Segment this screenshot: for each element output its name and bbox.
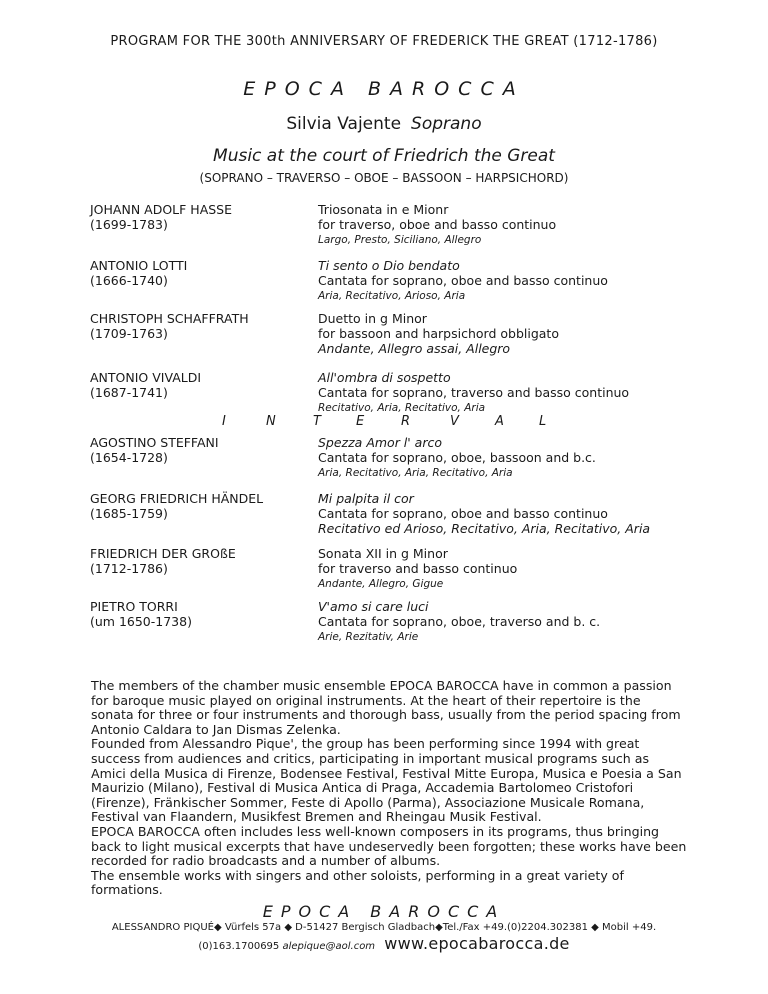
work-movements: Andante, Allegro assai, Allegro: [318, 341, 511, 356]
composer-dates: (1685-1759): [90, 506, 168, 521]
footer-contact-line2: [0, 934, 768, 953]
composer-name: ANTONIO VIVALDI: [90, 370, 202, 385]
composer-dates: (1687-1741): [90, 385, 168, 400]
work-scoring: for bassoon and harpsichord obbligato: [318, 326, 559, 341]
bio-paragraph: The ensemble works with singers and other soloists, performing in a great variety of formations.: [91, 867, 624, 898]
work-title: Duetto in g Minor: [318, 311, 427, 326]
work: [318, 370, 718, 415]
work-movements: Andante, Allegro, Gigue: [318, 578, 444, 590]
composer-name: PIETRO TORRI: [90, 599, 178, 614]
work-movements: Aria, Recitativo, Arioso, Aria: [318, 290, 466, 302]
footer-website-link[interactable]: www.epocabarocca.de: [384, 934, 570, 953]
work: [318, 599, 718, 644]
work-scoring: Cantata for soprano, oboe, bassoon and b.c.: [318, 450, 596, 465]
footer-ensemble: EPOCA BAROCCA: [262, 902, 506, 921]
bio-paragraph: EPOCA BAROCCA often includes less well-known composers in its programs, thus bringing back to light musical excerpts that have undeservedly been forgotten; these works have been recorded for radio broadcasts and a number of albums.: [91, 823, 687, 869]
work-title: Sonata XII in g Minor: [318, 546, 448, 561]
program-item: [90, 435, 710, 487]
concert-title: Music at the court of Friedrich the Great: [213, 146, 555, 166]
ensemble-title: EPOCA BAROCCA: [243, 78, 525, 100]
program-item: [90, 491, 710, 543]
work: [318, 311, 718, 356]
composer-name: FRIEDRICH DER GROßE: [90, 546, 236, 561]
work-title: All'ombra di sospetto: [318, 370, 451, 385]
composer-dates: (1699-1783): [90, 217, 168, 232]
footer-email-link[interactable]: alepique@aol.com: [282, 941, 376, 952]
program-item: [90, 599, 710, 651]
composer: [90, 546, 310, 576]
work-movements: Recitativo ed Arioso, Recitativo, Aria, Recitativo, Aria: [318, 521, 651, 536]
composer: [90, 491, 310, 521]
work: [318, 435, 718, 480]
composer-name: ANTONIO LOTTI: [90, 258, 188, 273]
composer-name: JOHANN ADOLF HASSE: [90, 202, 233, 217]
composer: [90, 599, 310, 629]
work-scoring: Cantata for soprano, oboe, traverso and b. c.: [318, 614, 601, 629]
program-item: [90, 202, 710, 254]
intermission-letter: I: [222, 414, 226, 429]
composer: [90, 311, 310, 341]
work: [318, 546, 718, 591]
work-title: Triosonata in e Mionr: [318, 202, 449, 217]
composer-name: GEORG FRIEDRICH HÄNDEL: [90, 491, 264, 506]
work: [318, 491, 718, 536]
composer: [90, 370, 310, 400]
composer-dates: (1709-1763): [90, 326, 168, 341]
work-scoring: Cantata for soprano, traverso and basso continuo: [318, 385, 630, 400]
footer-phone: (0)163.1700695: [198, 941, 280, 952]
work-title: Ti sento o Dio bendato: [318, 258, 460, 273]
work-movements: Recitativo, Aria, Recitativo, Aria: [318, 402, 486, 414]
composer-dates: (1712-1786): [90, 561, 168, 576]
work: [318, 258, 718, 303]
intermission-letter: T: [313, 414, 321, 429]
intermission-letter: N: [266, 414, 276, 429]
program-heading: PROGRAM FOR THE 300th ANNIVERSARY OF FREDERICK THE GREAT (1712-1786): [110, 34, 658, 49]
program-item: [90, 546, 710, 598]
work-scoring: for traverso and basso continuo: [318, 561, 518, 576]
performer-name: Silvia Vajente: [286, 114, 402, 134]
composer: [90, 202, 310, 232]
program-item: [90, 311, 710, 363]
work-movements: Arie, Rezitativ, Arie: [318, 631, 419, 643]
performer: [0, 114, 768, 134]
composer-name: AGOSTINO STEFFANI: [90, 435, 219, 450]
work-movements: Largo, Presto, Siciliano, Allegro: [318, 234, 482, 246]
bio-paragraph: Founded from Alessandro Pique', the group has been performing since 1994 with great success from audiences and critics, participating in important musical programs such as Amici della Musica di Firenze, Bodensee Festival, Festival Mitte Europa, Musica e Poesia a San Maurizio (Milano), Festival di Musica Antica di Praga, Accademia Bartolomeo Cristofori (Firenze), Fränkischer Sommer, Feste di Apollo (Parma), Associazione Musicale Romana, Festival van Flaandern, Musikfest Bremen and Rheingau Musik Festival.: [91, 736, 682, 825]
program-item: [90, 258, 710, 310]
instrumentation: (SOPRANO – TRAVERSO – OBOE – BASSOON – HARPSICHORD): [199, 171, 569, 185]
ensemble-biography: [91, 679, 687, 898]
work-title: Mi palpita il cor: [318, 491, 414, 506]
work-scoring: Cantata for soprano, oboe and basso continuo: [318, 273, 608, 288]
work-movements: Aria, Recitativo, Aria, Recitativo, Aria: [318, 467, 513, 479]
work-title: Spezza Amor l' arco: [318, 435, 443, 450]
work-scoring: Cantata for soprano, oboe and basso continuo: [318, 506, 608, 521]
composer: [90, 258, 310, 288]
composer-dates: (1666-1740): [90, 273, 168, 288]
intermission-letter: V: [450, 414, 459, 429]
intermission-letter: L: [539, 414, 547, 429]
intermission-banner: [0, 414, 768, 432]
bio-paragraph: The members of the chamber music ensemble EPOCA BAROCCA have in common a passion for baroque music played on original instruments. At the heart of their repertoire is the sonata for three or four instruments and thorough bass, usually from the period spacing from Antonio Caldara to Jan Dismas Zelenka.: [91, 678, 681, 737]
footer-contact: ALESSANDRO PIQUÉ◆ Vürfels 57a ◆ D-51427 Bergisch Gladbach◆Tel./Fax +49.(0)2204.302381 ◆ Mobil +49.: [111, 922, 657, 933]
work: [318, 202, 718, 247]
composer-name: CHRISTOPH SCHAFFRATH: [90, 311, 249, 326]
performer-role: Soprano: [411, 114, 482, 134]
composer-dates: (1654-1728): [90, 450, 168, 465]
work-scoring: for traverso, oboe and basso continuo: [318, 217, 557, 232]
intermission-letter: R: [401, 414, 411, 429]
work-title: V'amo si care luci: [318, 599, 429, 614]
composer: [90, 435, 310, 465]
intermission-letter: A: [495, 414, 504, 429]
composer-dates: (um 1650-1738): [90, 614, 192, 629]
intermission-letter: E: [356, 414, 365, 429]
